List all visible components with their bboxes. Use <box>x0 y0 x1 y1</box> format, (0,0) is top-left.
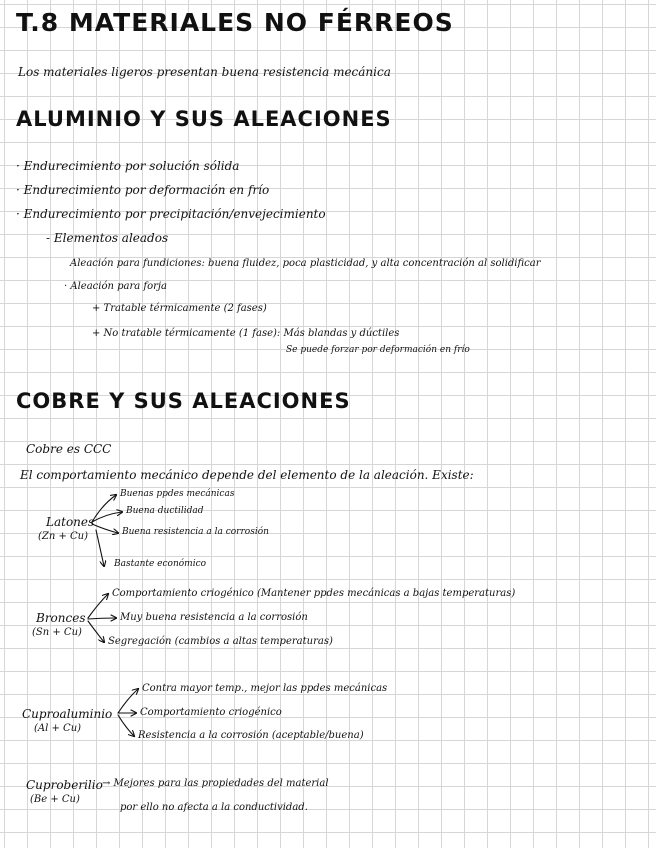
bronces-item: Muy buena resistencia a la corrosión <box>120 612 308 623</box>
note-no-tratable-detail: Se puede forzar por deformación en frío <box>286 345 470 355</box>
bullet-item: · Endurecimiento por precipitación/envejecimiento <box>16 207 326 221</box>
bronces-formula: (Sn + Cu) <box>32 627 82 638</box>
arrow <box>92 495 116 522</box>
cuproberilio-formula: (Be + Cu) <box>30 794 80 805</box>
section-heading-cobre: COBRE Y SUS ALEACIONES <box>16 389 351 413</box>
note-no-tratable: + No tratable térmicamente (1 fase): Más blandas y dúctiles <box>92 328 400 339</box>
cuproberilio-note: por ello no afecta a la conductividad. <box>120 802 308 813</box>
arrow <box>88 594 108 618</box>
note-tratable: + Tratable térmicamente (2 fases) <box>92 303 267 314</box>
page-title: T.8 MATERIALES NO FÉRREOS <box>16 8 454 37</box>
bullet-item: · Endurecimiento por solución sólida <box>16 159 240 173</box>
latones-item: Bastante económico <box>114 559 207 569</box>
note-fundicion: Aleación para fundiciones: buena fluidez, poca plasticidad, y alta concentración al solidificar <box>70 258 541 269</box>
arrow <box>88 618 116 619</box>
latones-item: Buenas ppdes mecánicas <box>120 489 235 499</box>
cuproaluminio-formula: (Al + Cu) <box>34 723 82 734</box>
arrow <box>88 621 104 642</box>
bronces-item: Comportamiento criogénico (Mantener ppdes mecánicas a bajas temperaturas) <box>112 588 516 599</box>
bronces-label: Bronces <box>36 611 86 625</box>
latones-item: Buena ductilidad <box>126 506 204 516</box>
sub-heading-elementos: - Elementos aleados <box>46 231 169 245</box>
cuproaluminio-item: Resistencia a la corrosión (aceptable/buena) <box>138 730 364 741</box>
latones-formula: (Zn + Cu) <box>38 531 89 542</box>
cuproaluminio-item: Contra mayor temp., mejor las ppdes mecánicas <box>142 683 388 694</box>
cuproaluminio-item: Comportamiento criogénico <box>140 707 282 718</box>
note-forja: · Aleación para forja <box>64 281 167 292</box>
section-heading-aluminio: ALUMINIO Y SUS ALEACIONES <box>16 107 392 131</box>
arrow <box>92 512 122 522</box>
arrow <box>118 689 138 713</box>
arrow <box>96 530 104 566</box>
latones-label: Latones <box>46 515 95 529</box>
intro-text: Los materiales ligeros presentan buena resistencia mecánica <box>18 65 391 79</box>
cobre-comportamiento-text: El comportamiento mecánico depende del elemento de la aleación. Existe: <box>20 468 474 482</box>
bronces-item: Segregación (cambios a altas temperaturas) <box>108 636 333 647</box>
cuproberilio-label: Cuproberilio <box>26 778 103 792</box>
bullet-item: · Endurecimiento por deformación en frío <box>16 183 270 197</box>
cobre-ccc-text: Cobre es CCC <box>26 442 112 456</box>
cuproberilio-note: → Mejores para las propiedades del material <box>102 778 329 789</box>
cuproaluminio-label: Cuproaluminio <box>22 707 113 721</box>
latones-item: Buena resistencia a la corrosión <box>122 527 269 537</box>
arrow <box>118 715 134 736</box>
